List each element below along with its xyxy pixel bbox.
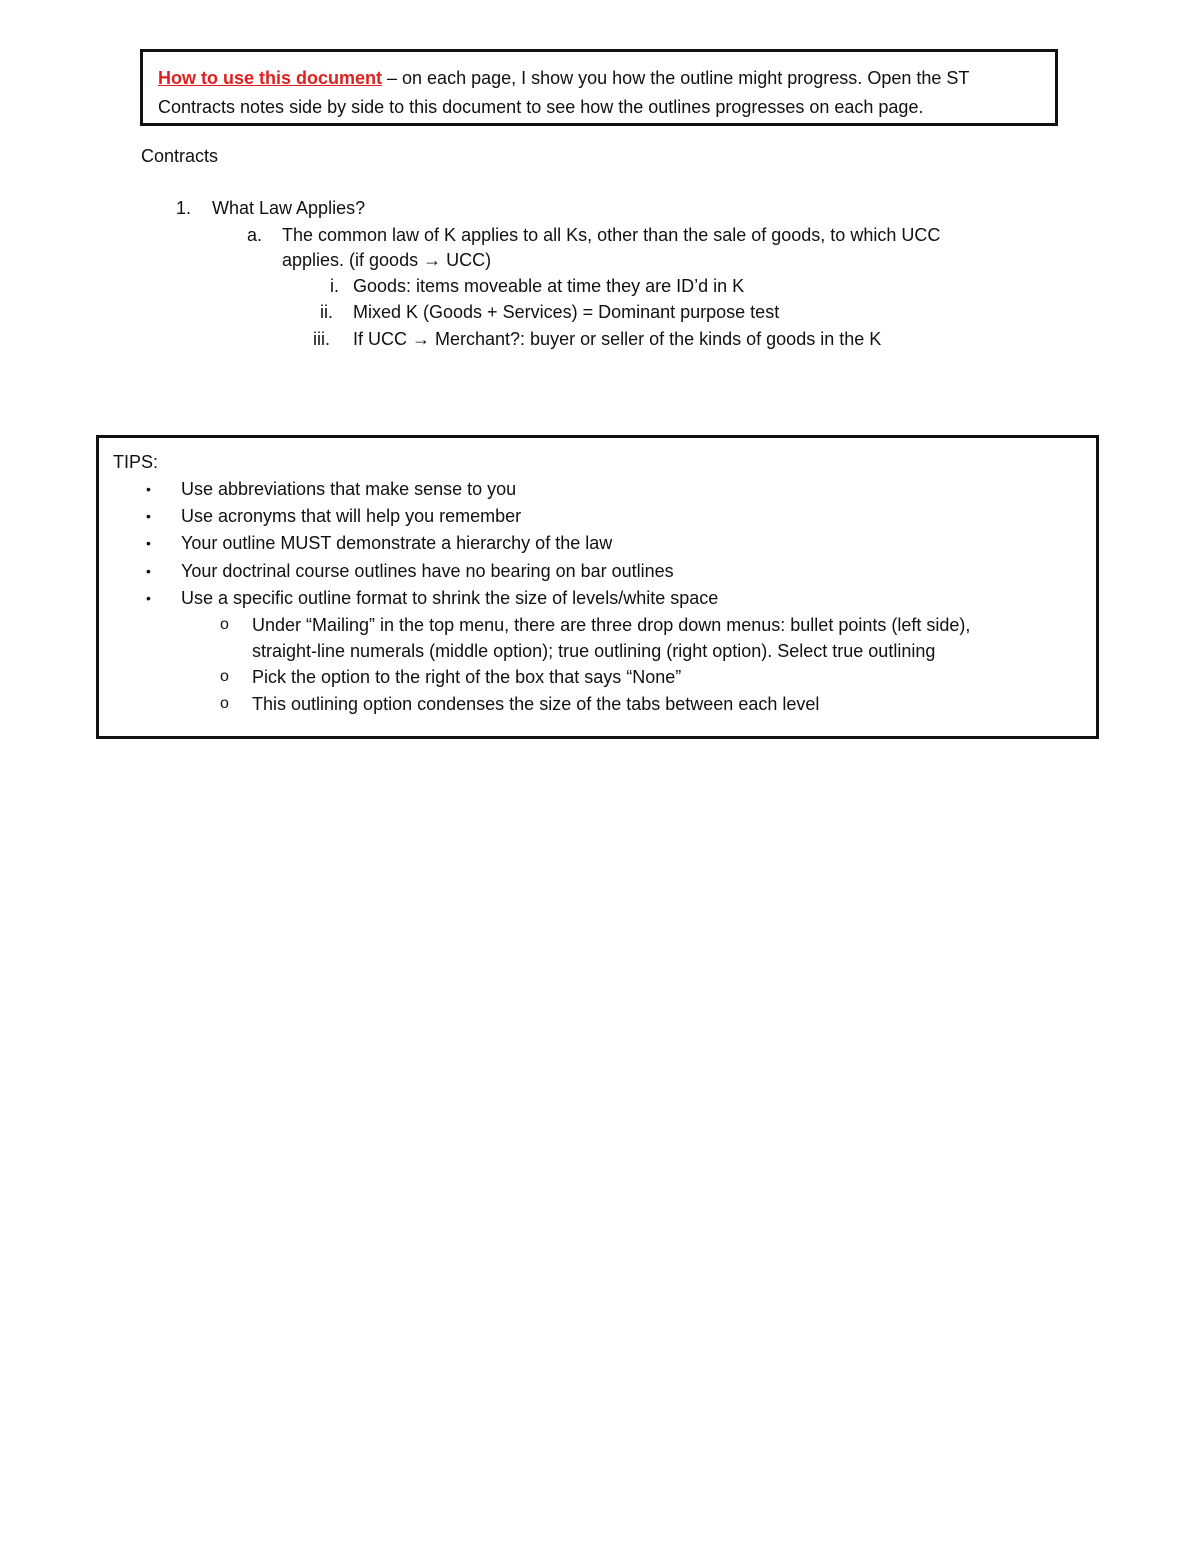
tip-subitem-1-line1: Under “Mailing” in the top menu, there are three drop down menus: bullet points (left side), bbox=[252, 615, 971, 635]
howto-line-2: Contracts notes side by side to this document to see how the outlines progresses on each page. bbox=[158, 97, 924, 117]
outline-item-a-line1: The common law of K applies to all Ks, other than the sale of goods, to which UCC bbox=[282, 225, 941, 245]
bullet-icon: • bbox=[146, 563, 151, 579]
howto-link[interactable]: How to use this document bbox=[158, 68, 383, 88]
tips-heading: TIPS: bbox=[113, 452, 159, 472]
bullet-icon: • bbox=[146, 508, 151, 524]
tip-item-3: Your outline MUST demonstrate a hierarchy of the law bbox=[181, 533, 613, 553]
bullet-icon: • bbox=[146, 590, 151, 606]
sub-bullet-icon: o bbox=[220, 616, 229, 633]
tip-item-2: Use acronyms that will help you remember bbox=[181, 506, 522, 526]
tip-item-5: Use a specific outline format to shrink the size of levels/white space bbox=[181, 588, 719, 608]
tip-item-1: Use abbreviations that make sense to you bbox=[181, 479, 517, 499]
outline-num-i: i. bbox=[330, 276, 339, 296]
tip-subitem-2: Pick the option to the right of the box that says “None” bbox=[252, 667, 682, 687]
outline-item-a-line2: applies. (if goods → UCC) bbox=[282, 250, 492, 270]
tips-box bbox=[96, 435, 1099, 739]
outline-num-a: a. bbox=[247, 225, 263, 245]
outline-num-1: 1. bbox=[176, 198, 192, 218]
outline-num-iii: iii. bbox=[313, 329, 330, 349]
tip-subitem-1-line2: straight-line numerals (middle option); true outlining (right option). Select true outlining bbox=[252, 641, 936, 661]
tip-subitem-3: This outlining option condenses the size of the tabs between each level bbox=[252, 694, 820, 714]
outline-item-i: Goods: items moveable at time they are ID’d in K bbox=[353, 276, 745, 296]
outline-item-1: What Law Applies? bbox=[212, 198, 366, 218]
tip-item-4: Your doctrinal course outlines have no bearing on bar outlines bbox=[181, 561, 674, 581]
outline-num-ii: ii. bbox=[320, 302, 333, 322]
bullet-icon: • bbox=[146, 481, 151, 497]
sub-bullet-icon: o bbox=[220, 695, 229, 712]
outline-item-ii: Mixed K (Goods + Services) = Dominant purpose test bbox=[353, 302, 780, 322]
howto-line-1-text: – on each page, I show you how the outline might progress. Open the ST bbox=[382, 68, 970, 88]
bullet-icon: • bbox=[146, 535, 151, 551]
sub-bullet-icon: o bbox=[220, 668, 229, 685]
howto-line-1 bbox=[158, 64, 1041, 93]
how-to-use-box bbox=[140, 49, 1058, 126]
outline-item-iii: If UCC → Merchant?: buyer or seller of the kinds of goods in the K bbox=[353, 329, 882, 349]
page-title: Contracts bbox=[141, 146, 219, 166]
